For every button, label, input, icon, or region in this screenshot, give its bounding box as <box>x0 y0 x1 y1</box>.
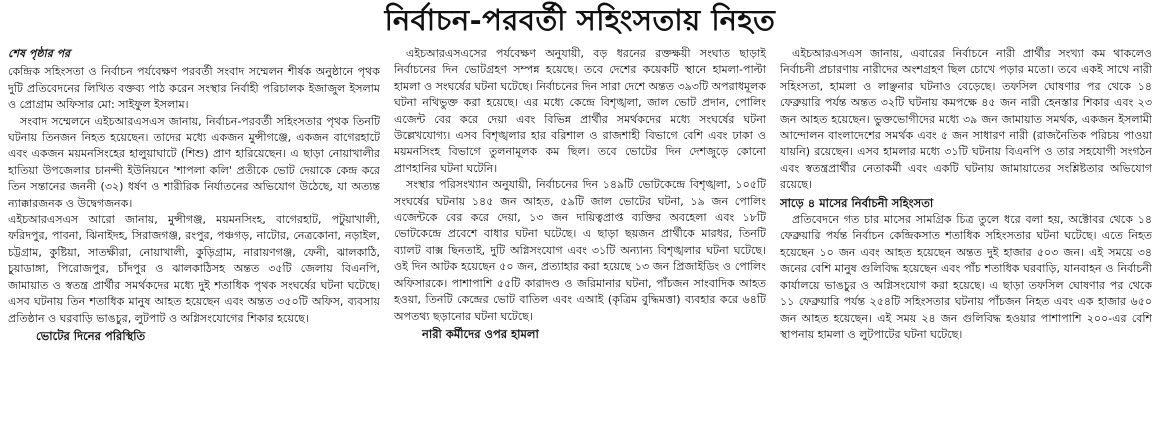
subheading: নারী কর্মীদের ওপর হামলা <box>422 326 539 341</box>
paragraph: এইচআরএসএস আরো জানায়, মুন্সীগঞ্জ, ময়মনসিংহ, বাগেরহাট, পটুয়াখালী, ফরিদপুর, পাবনা, ঝিনাইদহ, সিরাজগঞ্জ, রংপুর, পঞ্চগড়, নাটোর, নেত্রকোনা, নড়াইল, চট্টগ্রাম, কুষ্টিয়া, সাতক্ষীরা, নোয়াখালী, কুড়িগ্রাম, নারায়ণগঞ্জ, ফেনী, ঝালকাঠি, চুয়াডাঙ্গা, পিরোজপুর, চাঁদপুর ও ঝালকাঠিসহ অন্তত ৩৫টি জেলায় বিএনপি, জামায়াত ও স্বতন্ত্র প্রার্থীর সমর্থকদের মধ্যে দুই শতাধিক পৃথক সংঘর্ষের ঘটনা ঘটেছে। এসব ঘটনায় তিন শতাধিক মানুষ আহত হয়েছেন এবং অন্তত ৩৫০টি অফিস, ব্যবসায় প্রতিষ্ঠান ও ঘরবাড়ি ভাঙচুর, লুটপাট ও অগ্নিসংযোগের শিকার হয়েছে। <box>8 213 380 325</box>
column-1 <box>8 46 380 438</box>
article-body <box>8 46 1154 438</box>
subheading: ভোটের দিনের পরিস্থিতি <box>36 328 146 343</box>
continuation-kicker: শেষ পৃষ্ঠার পর <box>8 47 71 60</box>
headline-area <box>0 0 1160 44</box>
paragraph: এইচআরএসএস জানায়, এবারের নির্বাচনে নারী প্রার্থীর সংখ্যা কম থাকলেও নির্বাচনী প্রচারণায় নারীদের অংশগ্রহণ ছিল চোখে পড়ার মতো। তবে একই সাথে নারী সহিংসতা, হামলা ও লাঞ্ছনার ঘটনাও বেড়েছে। তফসিল ঘোষণার পর থেকে ১৪ ফেব্রুয়ারি পর্যন্ত অন্তত ৩২টি ঘটনায় কমপক্ষে ৪৫ জন নারী হেনস্তার শিকার এবং ২৩ জন আহত হয়েছেন। ভুক্তভোগীদের মধ্যে ৩৯ জন জামায়াত সমর্থক, একজন ইসলামী আন্দোলন বাংলাদেশের সমর্থক এবং ৫ জন সাধারণ নারী (রাজনৈতিক পরিচয় পাওয়া যায়নি) রয়েছেন। এসব হামলার মধ্যে ৩১টি ঘটনায় বিএনপি ও তার সহযোগী সংগঠন এবং স্বতন্ত্রপ্রার্থীর নেতাকর্মী এবং একটি ঘটনায় জামায়াতের সংশ্লিষ্টতার অভিযোগ রয়েছে। <box>780 47 1152 192</box>
paragraph: কেন্দ্রিক সহিংসতা ও নির্বাচন পর্যবেক্ষণ পরবর্তী সংবাদ সম্মেলন শীর্ষক অনুষ্ঠানে পৃথক দুটি প্রতিবেদনের লিখিত বক্তব্য পাঠ করেন সংস্থার নির্বাহী পরিচালক ইজাজুল ইসলাম ও প্রোগ্রাম অফিসার মো: সাইফুল ইসলাম। <box>8 65 380 112</box>
column-2 <box>394 46 766 438</box>
subheading: সাড়ে ৪ মাসের নির্বাচনী সহিংসতা <box>780 195 934 210</box>
paragraph: এইচআরএসএসের পর্যবেক্ষণ অনুযায়ী, বড় ধরনের রক্তক্ষয়ী সংঘাত ছাড়াই নির্বাচনের দিন ভোটগ্রহণ সম্পন্ন হয়েছে। তবে দেশের কয়েকটি স্থানে হামলা-পাল্টা হামলা ও সংঘর্ষের ঘটনা ঘটেছে। নির্বাচনের দিন সারা দেশে অন্তত ৩৯৩টি অপরাধমূলক ঘটনা নথিভুক্ত করা হয়েছে। এর মধ্যে কেন্দ্রে বিশৃঙ্খলা, জাল ভোট প্রদান, পোলিং এজেন্ট বের করে দেয়া এবং বিভিন্ন প্রার্থীর সমর্থকদের মধ্যে সংঘর্ষের ঘটনা উল্লেখযোগ্য। এসব বিশৃঙ্খলার হার বরিশাল ও রাজশাহী বিভাগে বেশি এবং ঢাকা ও ময়মনসিংহ বিভাগে তুলনামূলক কম ছিল। তবে ভোটের দিন দেশজুড়ে কোনো প্রাণহানির ঘটনা ঘটেনি। <box>394 47 766 175</box>
paragraph: সংবাদ সম্মেলনে এইচআরএসএস জানায়, নির্বাচন-পরবর্তী সহিংসতার পৃথক তিনটি ঘটনায় তিনজন নিহত হয়েছেন। তাদের মধ্যে একজন মুন্সীগঞ্জে, একজন বাগেরহাটে এবং একজন ময়মনসিংহের হালুয়াঘাটে (শিশু) প্রাণ হারিয়েছেন। এ ছাড়া নোয়াখালীর হাতিয়া উপজেলার চানন্দী ইউনিয়নে 'শাপলা কলি' প্রতীকে ভোট দেয়াকে কেন্দ্র করে তিন সন্তানের জননী (৩২) ধর্ষণ ও শারীরিক নির্যাতনের অভিযোগ উঠেছে, যা অত্যন্ত ন্যাক্কারজনক ও উদ্বেগজনক। <box>8 114 380 210</box>
column-3 <box>780 46 1152 438</box>
article-headline: নির্বাচন-পরবর্তী সহিংসতায় নিহত <box>384 2 776 37</box>
paragraph: সংস্থার পরিসংখ্যান অনুযায়ী, নির্বাচনের দিন ১৪৯টি ভোটকেন্দ্রে বিশৃঙ্খলা, ১০৫টি সংঘর্ষের ঘটনায় ১৪৫ জন আহত, ৫৯টি জাল ভোটের ঘটনা, ১৯ জন পোলিং এজেন্টকে বের করে দেয়া, ১৩ জন দায়িত্বপ্রাপ্ত ব্যক্তির অবহেলা এবং ১৮টি ভোটকেন্দ্রে প্রবেশে বাধার ঘটনা ঘটেছে। এ ছাড়া ছয়জন প্রার্থীকে মারধর, তিনটি ব্যালট বাক্স ছিনতাই, দুটি অগ্নিসংযোগ এবং ৩১টি অন্যান্য বিশৃঙ্খলার ঘটনা ঘটেছে। ওই দিন আটক হয়েছেন ৫০ জন, প্রত্যাহার করা হয়েছে ১৩ জন প্রিজাইডিং ও পোলিং অফিসারকে। পাশাপাশি ৫৫টি কারাদণ্ড ও জরিমানার ঘটনা, পাঁচজন সাংবাদিক আহত হওয়া, তিনটি কেন্দ্রের ভোট বাতিল এবং এআই (কৃত্রিম বুদ্ধিমত্তা) ব্যবহার করে ৬৪টি অপতথ্য ছড়ানোর ঘটনা ঘটেছে। <box>394 178 766 323</box>
paragraph: প্রতিবেদনে গত চার মাসের সামগ্রিক চিত্র তুলে ধরে বলা হয়, অক্টোবর থেকে ১৪ ফেব্রুয়ারি পর্যন্ত নির্বাচন কেন্দ্রিকসাত শতাধিক সহিংসতার ঘটনা ঘটেছে। এতে নিহত হয়েছেন ১০ জন এবং আহত হয়েছেন অন্তত দুই হাজার ৫০৩ জন। এই সময়ে ৩৪ জনের বেশি মানুষ গুলিবিদ্ধ হয়েছেন এবং পাঁচ শতাধিক ঘরবাড়ি, যানবাহন ও নির্বাচনী কার্যালয়ে ভাঙচুর ও অগ্নিসংযোগ করা হয়েছে। এ ছাড়া তফসিল ঘোষণার পর থেকে ১১ ফেব্রুয়ারি পর্যন্ত ২৫৪টি সহিংসতার ঘটনায় পাঁচজন নিহত এবং এক হাজার ৬৫০ জন আহত হয়েছেন। এই সময় ২৪ জন গুলিবিদ্ধ হওয়ার পাশাপাশি ২০০-এর বেশি স্থাপনায় হামলা ও লুটপাটের ঘটনা ঘটেছে। <box>780 213 1152 341</box>
